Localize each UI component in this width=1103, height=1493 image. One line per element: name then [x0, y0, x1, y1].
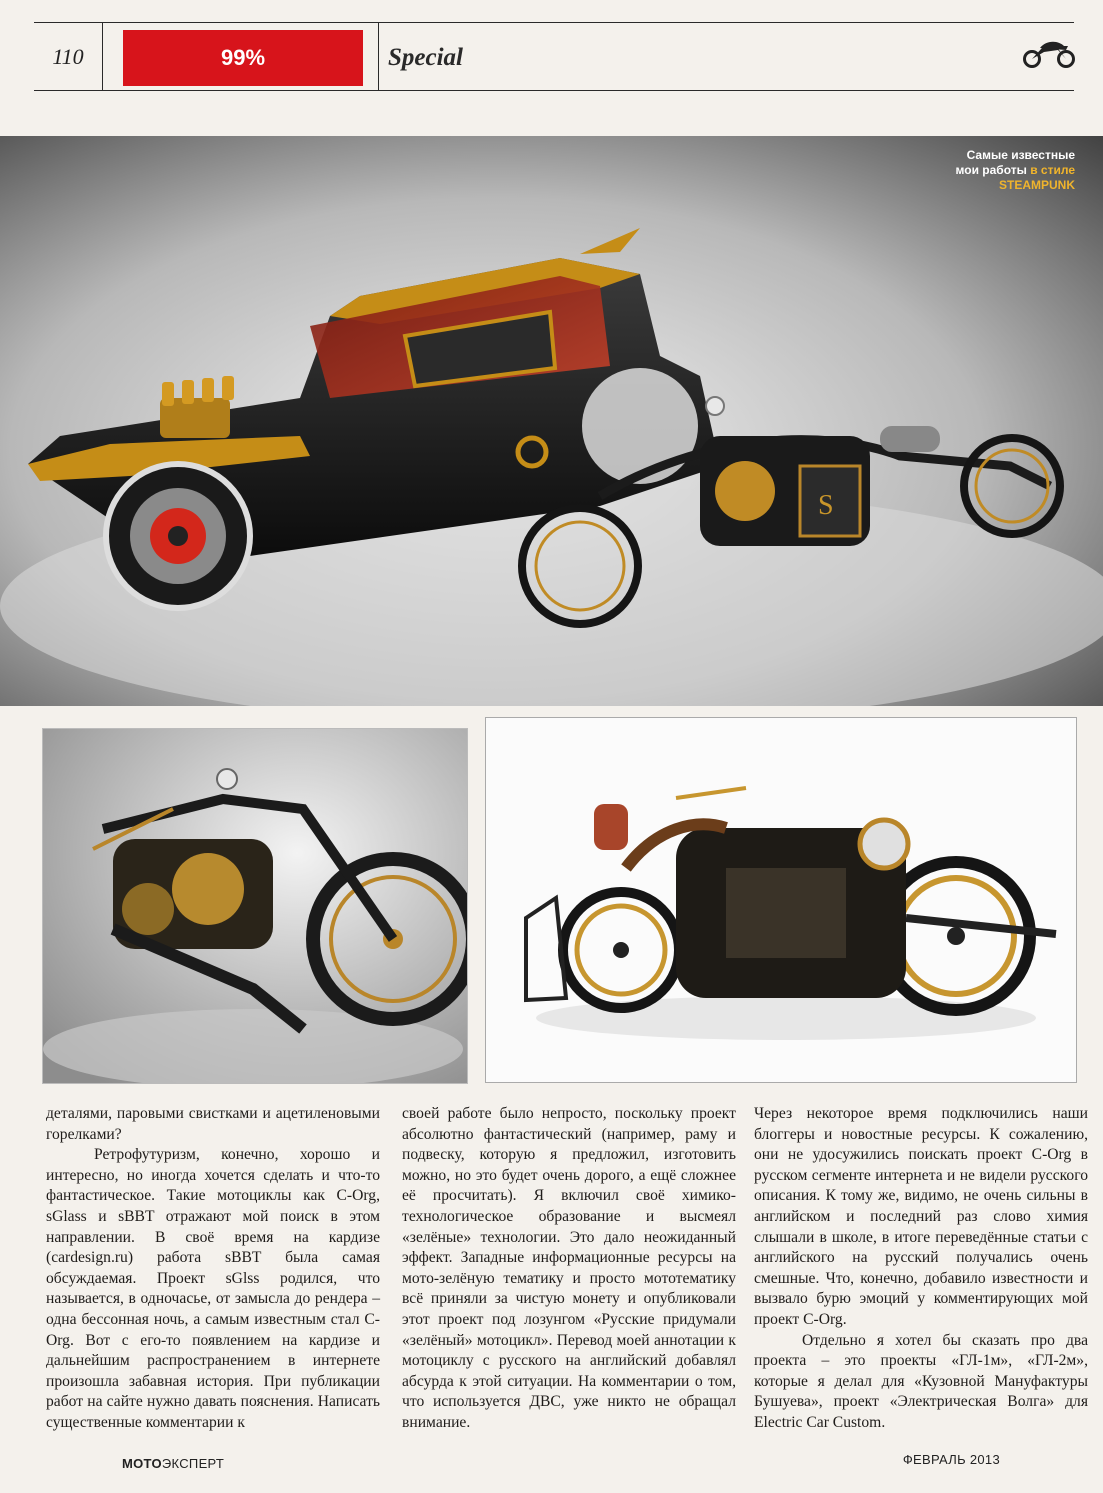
- caption-line: Самые известные: [966, 148, 1075, 162]
- caption-text: мои работы: [955, 163, 1031, 177]
- section-title: Special: [388, 44, 463, 71]
- paragraph: Через некоторое время подключились наши блоггеры и новостные ресурсы. К сожалению, они не удосужились поискать проект C-Org в русском сегменте интернета и не видели русского описания. К тому же, видимо, не очень сильны в английском и последний раз слово химия слышали в школе, в итоге переведённые статьи с английского на русский получались очень смешные. Что, конечно, добавило известности и вызвало бурю эмоций у комментирующих мой проект C-Org.: [754, 1105, 1088, 1328]
- magazine-brand: [122, 1456, 224, 1471]
- photo-steampunk-chopper: [42, 728, 468, 1084]
- motorcycle-icon: [1022, 36, 1076, 68]
- text-column-3: [754, 1104, 1088, 1434]
- rating-badge: 99%: [123, 30, 363, 86]
- page-number: 110: [52, 44, 84, 69]
- paragraph: деталями, паровыми свистками и ацетиленовыми горелками?: [46, 1105, 380, 1143]
- paragraph: своей работе было непросто, поскольку проект абсолютно фантастический (например, раму и подвеску, которую я предложил, изготовить можно, но это будет очень дорого, а ещё сложнее её просчитать). Я включил своё химико-технологическое образование и высмеял «зелёные» технологии. Это дало неожиданный эффект. Западные информационные ресурсы на мото-зелёную тематику и просто мототематику всё приняли за чистую монету и опубликовали этот проект под лозунгом «Русские придумали «зелёный» мотоцикл». Перевод моей аннотации к мотоциклу с русского на английский добавлял абсурда к этой ситуации. На комментарии о том, что используется ДВС, уже никто не обращал внимание.: [402, 1105, 736, 1431]
- brand-rest: ЭКСПЕРТ: [161, 1456, 225, 1471]
- photo-steampunk-steam-bike: [485, 717, 1077, 1083]
- caption-accent-text: в стиле: [1030, 163, 1075, 177]
- main-photo-steampunk-car-and-trike: [0, 136, 1103, 706]
- brand-bold: МОТО: [122, 1456, 162, 1471]
- header-bottom-rule: [34, 90, 1074, 91]
- paragraph: Отдельно я хотел бы сказать про два проекта – это проекты «ГЛ-1м», «ГЛ-2м», которые я делал для «Кузовной Мануфактуры Бушуева», проект «Электрическая Волга» для Electric Car Custom.: [754, 1331, 1088, 1431]
- paragraph: Ретрофутуризм, конечно, хорошо и интересно, но иногда хочется сделать и что-то фантастическое. Такие мотоциклы как C-Org, sGlass и sBBT отражают мой поиск в этом направлении. В своё время на кардизе (cardesign.ru) работа sBBT была самая обсуждаемая. Проект sGlss родился, что называется, в одночасье, от замысла до рендера – одна бессонная ночь, а самым известным стал C-Org. Вот с его-то появлением на кардизе и дальнейшим распространением в интернете произошла забавная история. При публикации работ на сайте нужно давать пояснения. Написать существенные комментарии к: [46, 1146, 380, 1431]
- photo-caption: [956, 148, 1075, 193]
- header-top-rule: [34, 22, 1074, 23]
- caption-line: [956, 163, 1075, 178]
- text-column-2: [402, 1104, 736, 1434]
- svg-text:S: S: [818, 490, 834, 521]
- text-column-1: [46, 1104, 380, 1434]
- issue-date: ФЕВРАЛЬ 2013: [902, 1452, 1000, 1467]
- caption-accent-line: STEAMPUNK: [998, 178, 1075, 192]
- header-divider: [378, 22, 379, 91]
- header-divider: [102, 22, 103, 91]
